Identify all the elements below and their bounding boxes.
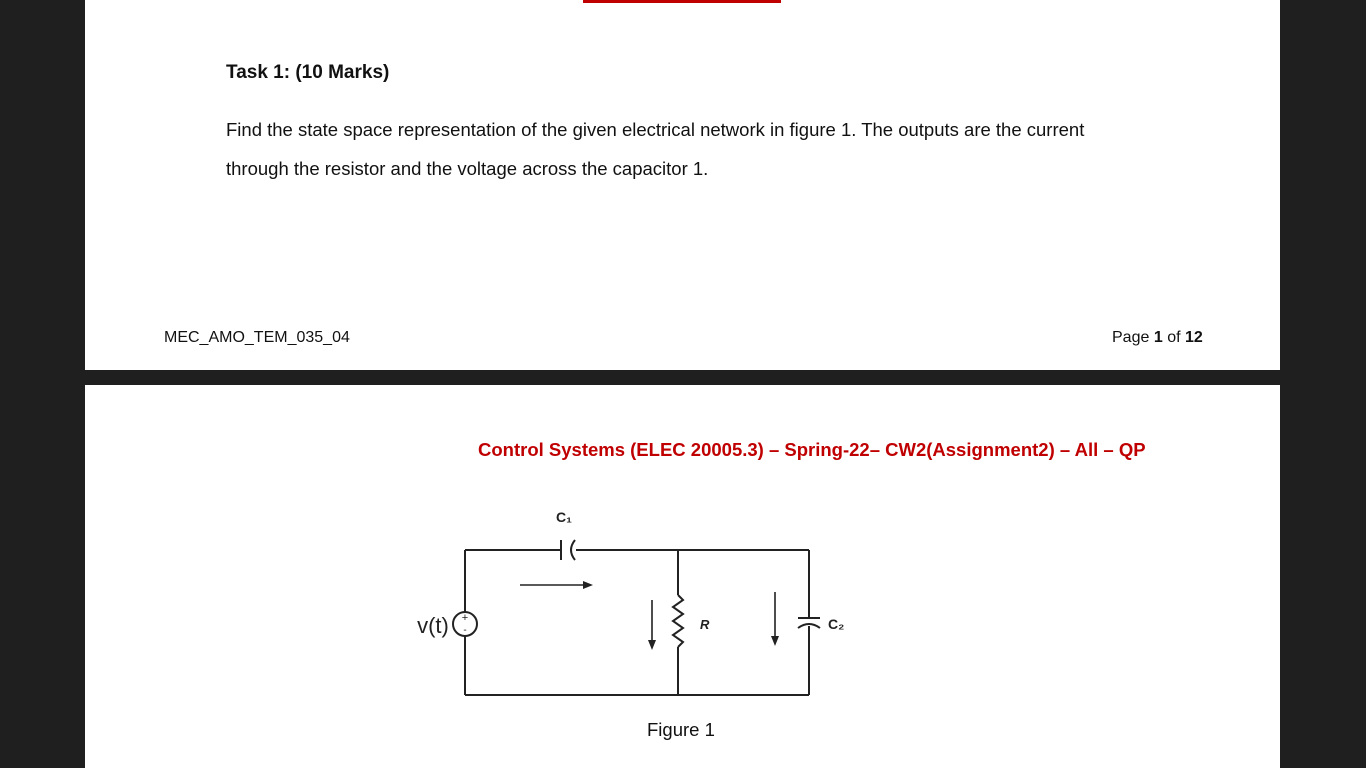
document-page-1: [85, 0, 1280, 370]
capacitor-c1-plate-right: [571, 540, 575, 560]
c1-label: C₁: [556, 509, 572, 525]
source-plus-sign: +: [461, 612, 469, 624]
current-arrow-c2-head: [771, 636, 779, 646]
figure-caption: Figure 1: [647, 719, 715, 740]
r-label: R: [700, 617, 710, 632]
footer-doc-id: MEC_AMO_TEM_035_04: [164, 329, 350, 346]
footer-page-total: 12: [1184, 329, 1203, 346]
task-description: Find the state space representation of the given electrical network in figure 1. The outputs are the current through the resistor and the voltage across the capacitor 1.: [226, 119, 1085, 179]
current-arrow-c1-head: [583, 581, 593, 589]
source-label: v(t): [417, 613, 449, 638]
page-header: Control Systems (ELEC 20005.3) – Spring-22– CW2(Assignment2) – All – QP: [478, 439, 1146, 460]
header-underline: [583, 0, 781, 3]
footer-page-word: Page: [1112, 329, 1150, 346]
document-page-2: [85, 385, 1280, 768]
source-minus-sign: -: [463, 625, 467, 636]
resistor-r: [673, 595, 683, 647]
footer-of-word: of: [1167, 329, 1181, 346]
c2-label: C₂: [828, 616, 845, 632]
footer-page-current: 1: [1153, 329, 1163, 346]
circuit-diagram: [395, 500, 875, 700]
task-title: Task 1: (10 Marks): [226, 62, 390, 83]
footer-page-number: [1112, 329, 1203, 347]
current-arrow-r-head: [648, 640, 656, 650]
